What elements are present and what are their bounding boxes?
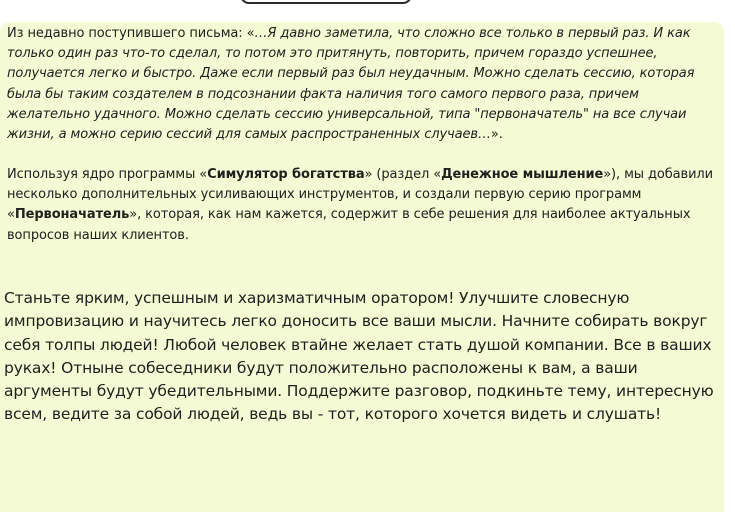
quote-text: …Я давно заметила, что сложно все только в первый раз. И как только один раз что-то сделал, то потом это притянуть, повторить, причем гораздо успешнее, получается легко и быстро. Даже если первый раз был неудачным. Можно сделать сессию, которая была бы таким создателем в подсознании факта наличия того самого первого раза, причем желательно удачного. Можно сделать сессию универсальной, типа "первоначатель" на все случаи жизни, а можно серию сессий для самых распространенных случаев… [7, 26, 695, 143]
series-name-pervonachatel: Первоначатель [14, 207, 130, 223]
program-text-2: » (раздел « [364, 167, 442, 182]
header-tab [240, 0, 412, 4]
program-text-3: »), мы добавили несколько дополнительных усиливающих инструментов, и создали первую серию программ « [7, 167, 713, 223]
quote-intro: Из недавно поступившего письма: « [7, 26, 255, 41]
quote-paragraph [7, 24, 713, 145]
speaker-paragraph: Станьте ярким, успешным и харизматичным оратором! Улучшите словесную импровизацию и научитесь легко доносить все ваши мысли. Начните собирать вокруг себя толпы людей! Любой человек втайне желает стать душой компании. Все в ваших руках! Отныне собеседники будут положительно расположены к вам, а ваши аргументы будут убедительными. Поддержите разговор, подкиньте тему, интересную всем, ведите за собой людей, ведь вы - тот, которого хочется видеть и слушать! [4, 289, 714, 424]
section-name-money-thinking: Денежное мышление [441, 167, 604, 182]
program-text-4: », которая, как нам кажется, содержит в себе решения для наиболее актуальных вопросов наших клиентов. [7, 207, 691, 243]
program-name-simulator: Симулятор богатства [207, 167, 365, 182]
content-panel [0, 22, 724, 512]
program-text-1: Используя ядро программы « [7, 167, 208, 182]
program-paragraph [7, 165, 717, 246]
quote-outro: ». [490, 127, 503, 143]
